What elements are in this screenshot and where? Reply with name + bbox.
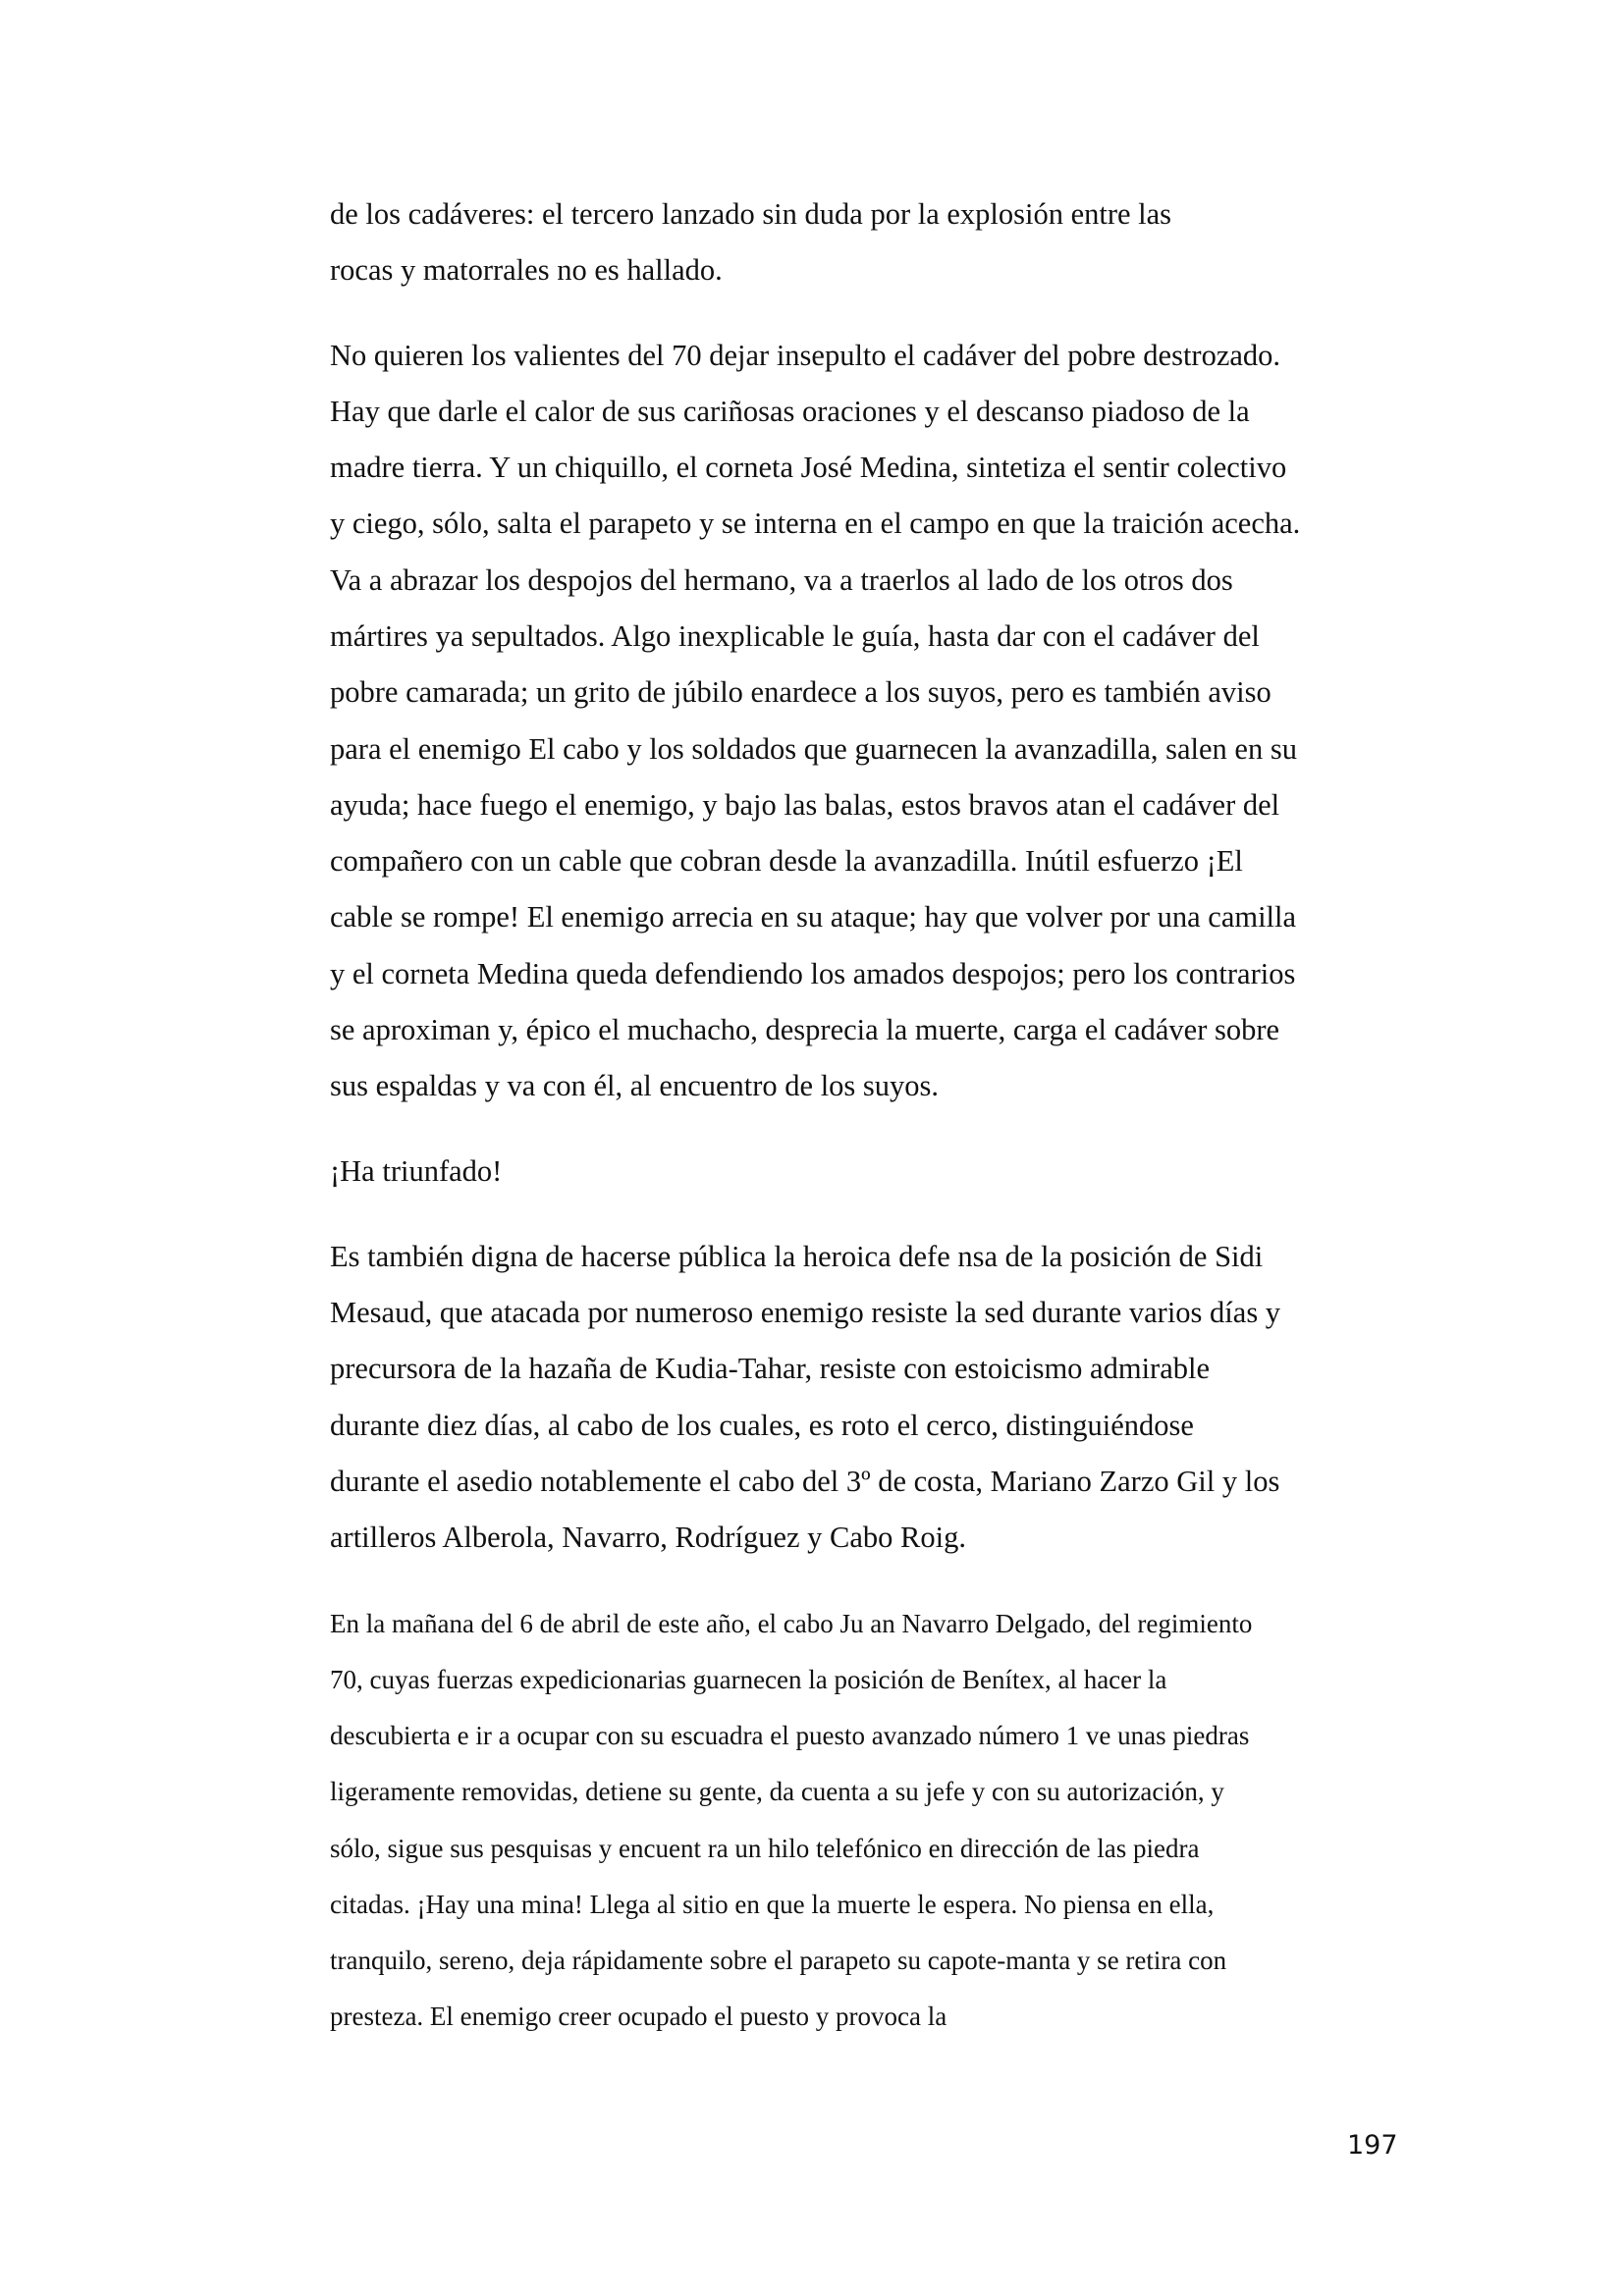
text-line: se aproximan y, épico el muchacho, desprecia la muerte, carga el cadáver sobre: [330, 1013, 1280, 1046]
text-line: descubierta e ir a ocupar con su escuadra el puesto avanzado número 1 ve unas piedras: [330, 1721, 1250, 1750]
text-line: cable se rompe! El enemigo arrecia en su ataque; hay que volver por una camilla: [330, 900, 1297, 934]
text-line: ligeramente removidas, detiene su gente, da cuenta a su jefe y con su autorización, y: [330, 1777, 1224, 1806]
text-line: artilleros Alberola, Navarro, Rodríguez y Cabo Roig.: [330, 1521, 966, 1554]
text-line: para el enemigo El cabo y los soldados que guarnecen la avanzadilla, salen en su: [330, 732, 1297, 766]
text-line: mártires ya sepultados. Algo inexplicable le guía, hasta dar con el cadáver del: [330, 619, 1260, 653]
text-line: ¡Ha triunfado!: [330, 1154, 503, 1188]
text-line: 70, cuyas fuerzas expedicionarias guarnecen la posición de Benítex, al hacer la: [330, 1665, 1167, 1694]
text-line: y ciego, sólo, salta el parapeto y se interna en el campo en que la traición acecha.: [330, 507, 1301, 540]
text-line: de los cadáveres: el tercero lanzado sin duda por la explosión entre las: [330, 197, 1172, 231]
text-line: Hay que darle el calor de sus cariñosas oraciones y el descanso piadoso de la: [330, 395, 1250, 428]
text-line: Va a abrazar los despojos del hermano, va a traerlos al lado de los otros dos: [330, 563, 1233, 597]
text-line: tranquilo, sereno, deja rápidamente sobre el parapeto su capote-manta y se retira con: [330, 1946, 1227, 1975]
text-line: durante el asedio notablemente el cabo del 3º de costa, Mariano Zarzo Gil y los: [330, 1465, 1280, 1498]
text-line: madre tierra. Y un chiquillo, el corneta José Medina, sintetiza el sentir colectivo: [330, 451, 1287, 484]
page-number: 197: [1347, 2130, 1398, 2161]
text-line: En la mañana del 6 de abril de este año, el cabo Ju an Navarro Delgado, del regimiento: [330, 1609, 1253, 1638]
text-line: Es también digna de hacerse pública la heroica defe nsa de la posición de Sidi: [330, 1240, 1264, 1273]
text-line: Mesaud, que atacada por numeroso enemigo resiste la sed durante varios días y: [330, 1296, 1281, 1329]
text-line: ayuda; hace fuego el enemigo, y bajo las balas, estos bravos atan el cadáver del: [330, 788, 1280, 822]
text-line: sus espaldas y va con él, al encuentro de los suyos.: [330, 1069, 940, 1102]
text-line: compañero con un cable que cobran desde la avanzadilla. Inútil esfuerzo ¡El: [330, 844, 1243, 878]
text-line: citadas. ¡Hay una mina! Llega al sitio en que la muerte le espera. No piensa en ella,: [330, 1890, 1215, 1919]
text-line: presteza. El enemigo creer ocupado el puesto y provoca la: [330, 2002, 947, 2031]
text-line: sólo, sigue sus pesquisas y encuent ra un hilo telefónico en dirección de las piedra: [330, 1834, 1200, 1863]
text-line: rocas y matorrales no es hallado.: [330, 253, 723, 287]
text-line: precursora de la hazaña de Kudia-Tahar, resiste con estoicismo admirable: [330, 1352, 1210, 1385]
text-line: pobre camarada; un grito de júbilo enardece a los suyos, pero es también aviso: [330, 675, 1271, 709]
text-line: y el corneta Medina queda defendiendo los amados despojos; pero los contrarios: [330, 957, 1296, 990]
text-line: No quieren los valientes del 70 dejar insepulto el cadáver del pobre destrozado.: [330, 339, 1281, 372]
text-line: durante diez días, al cabo de los cuales, es roto el cerco, distinguiéndose: [330, 1409, 1194, 1442]
